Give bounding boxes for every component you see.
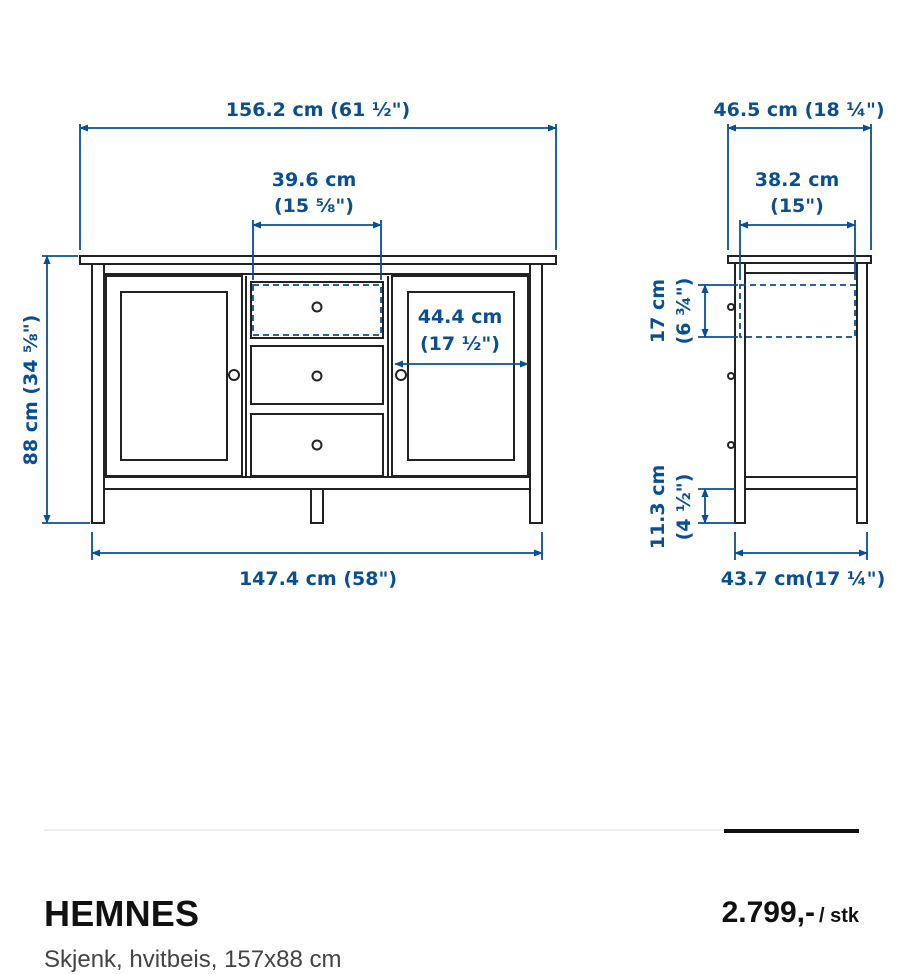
side-knob bbox=[728, 373, 734, 379]
product-description: Skjenk, hvitbeis, 157x88 cm bbox=[44, 946, 342, 973]
drawer-width-label: 39.6 cm bbox=[271, 169, 357, 191]
overall-depth-label: 46.5 cm (18 ¼") bbox=[713, 99, 885, 121]
sideboard-front-view bbox=[80, 256, 556, 523]
product-price bbox=[722, 896, 859, 930]
drawer-knob bbox=[313, 441, 322, 450]
drawer-knob bbox=[313, 372, 322, 381]
door-knob-left bbox=[229, 370, 239, 380]
drawer-width-label: (15 ⅝") bbox=[274, 195, 354, 217]
side-knob bbox=[728, 442, 734, 448]
side-knob bbox=[728, 304, 734, 310]
door-knob-right bbox=[396, 370, 406, 380]
leg-height-label: 11.3 cm bbox=[647, 464, 669, 550]
drawer-height-label: (6 ¾") bbox=[673, 277, 695, 345]
drawer-depth-label: 38.2 cm bbox=[754, 169, 840, 191]
product-name: HEMNES bbox=[44, 893, 200, 934]
leg-height-label: (4 ½") bbox=[673, 473, 695, 541]
base-depth-label: 43.7 cm(17 ¼") bbox=[720, 568, 886, 590]
sideboard-side-view bbox=[728, 256, 871, 523]
price-value: 2.799,- bbox=[721, 896, 815, 929]
cabinet-width-label: (17 ½") bbox=[420, 333, 500, 355]
drawer-knob bbox=[313, 303, 322, 312]
base-width-label: 147.4 cm (58") bbox=[238, 568, 398, 590]
drawer-height-label: 17 cm bbox=[647, 278, 669, 344]
image-pager-indicator[interactable] bbox=[724, 829, 859, 833]
drawer-depth-label: (15") bbox=[770, 195, 824, 217]
cabinet-width-label: 44.4 cm bbox=[417, 306, 503, 328]
price-unit: / stk bbox=[818, 905, 859, 927]
height-label: 88 cm (34 ⅝") bbox=[20, 314, 42, 466]
overall-width-label: 156.2 cm (61 ½") bbox=[225, 99, 411, 121]
